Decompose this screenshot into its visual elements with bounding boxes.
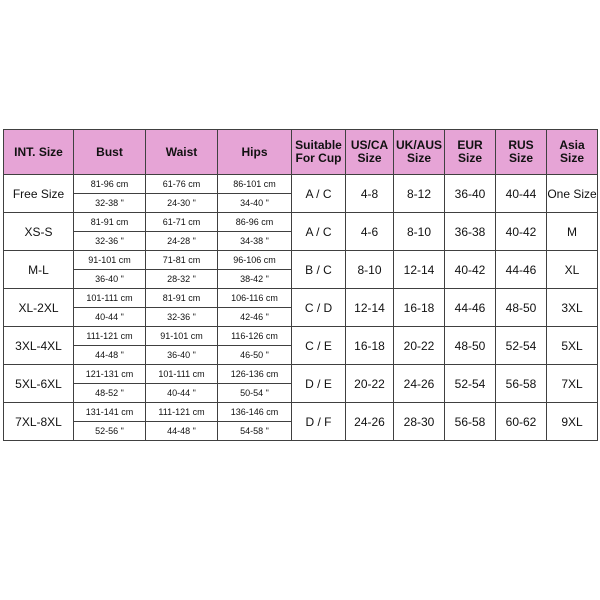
asia-size-cell: 3XL xyxy=(547,289,598,327)
eur-size-cell: 52-54 xyxy=(445,365,496,403)
rus-size-cell: 56-58 xyxy=(496,365,547,403)
table-row xyxy=(4,175,598,194)
hips-inch-cell: 54-58 " xyxy=(218,422,292,441)
header-waist: Waist xyxy=(146,130,218,175)
bust-inch-cell: 44-48 " xyxy=(74,346,146,365)
waist-cm-cell: 91-101 cm xyxy=(146,327,218,346)
asia-size-cell: 9XL xyxy=(547,403,598,441)
hips-cm-cell: 126-136 cm xyxy=(218,365,292,384)
usca-size-cell: 4-8 xyxy=(346,175,394,213)
asia-size-cell: 5XL xyxy=(547,327,598,365)
waist-cm-cell: 111-121 cm xyxy=(146,403,218,422)
hips-cm-cell: 136-146 cm xyxy=(218,403,292,422)
cup-cell: A / C xyxy=(292,213,346,251)
size-chart-table xyxy=(3,129,598,441)
rus-size-cell: 44-46 xyxy=(496,251,547,289)
int-size-cell: XS-S xyxy=(4,213,74,251)
table-row xyxy=(4,213,598,232)
header-int-size: INT. Size xyxy=(4,130,74,175)
rus-size-cell: 40-44 xyxy=(496,175,547,213)
waist-inch-cell: 40-44 " xyxy=(146,384,218,403)
bust-inch-cell: 32-38 " xyxy=(74,194,146,213)
asia-size-cell: One Size xyxy=(547,175,598,213)
usca-size-cell: 4-6 xyxy=(346,213,394,251)
header-rus-size: RUS Size xyxy=(496,130,547,175)
header-hips: Hips xyxy=(218,130,292,175)
eur-size-cell: 48-50 xyxy=(445,327,496,365)
cup-cell: A / C xyxy=(292,175,346,213)
header-eur-size: EUR Size xyxy=(445,130,496,175)
waist-cm-cell: 101-111 cm xyxy=(146,365,218,384)
bust-cm-cell: 121-131 cm xyxy=(74,365,146,384)
asia-size-cell: XL xyxy=(547,251,598,289)
hips-cm-cell: 116-126 cm xyxy=(218,327,292,346)
ukaus-size-cell: 8-10 xyxy=(394,213,445,251)
ukaus-size-cell: 28-30 xyxy=(394,403,445,441)
int-size-cell: 3XL-4XL xyxy=(4,327,74,365)
usca-size-cell: 24-26 xyxy=(346,403,394,441)
waist-cm-cell: 71-81 cm xyxy=(146,251,218,270)
bust-cm-cell: 81-91 cm xyxy=(74,213,146,232)
bust-inch-cell: 40-44 " xyxy=(74,308,146,327)
asia-size-cell: 7XL xyxy=(547,365,598,403)
int-size-cell: Free Size xyxy=(4,175,74,213)
ukaus-size-cell: 12-14 xyxy=(394,251,445,289)
eur-size-cell: 36-40 xyxy=(445,175,496,213)
waist-inch-cell: 24-28 " xyxy=(146,232,218,251)
table-row xyxy=(4,251,598,270)
hips-cm-cell: 96-106 cm xyxy=(218,251,292,270)
bust-inch-cell: 52-56 " xyxy=(74,422,146,441)
cup-cell: D / F xyxy=(292,403,346,441)
int-size-cell: 5XL-6XL xyxy=(4,365,74,403)
ukaus-size-cell: 16-18 xyxy=(394,289,445,327)
bust-cm-cell: 101-111 cm xyxy=(74,289,146,308)
usca-size-cell: 12-14 xyxy=(346,289,394,327)
usca-size-cell: 20-22 xyxy=(346,365,394,403)
hips-cm-cell: 106-116 cm xyxy=(218,289,292,308)
hips-cm-cell: 86-101 cm xyxy=(218,175,292,194)
waist-cm-cell: 61-71 cm xyxy=(146,213,218,232)
bust-inch-cell: 32-36 " xyxy=(74,232,146,251)
header-row xyxy=(4,130,598,175)
eur-size-cell: 56-58 xyxy=(445,403,496,441)
rus-size-cell: 52-54 xyxy=(496,327,547,365)
bust-cm-cell: 91-101 cm xyxy=(74,251,146,270)
size-chart-body xyxy=(4,175,598,441)
bust-cm-cell: 111-121 cm xyxy=(74,327,146,346)
hips-inch-cell: 38-42 " xyxy=(218,270,292,289)
bust-inch-cell: 36-40 " xyxy=(74,270,146,289)
hips-inch-cell: 34-38 " xyxy=(218,232,292,251)
size-chart-container xyxy=(3,129,598,441)
waist-inch-cell: 32-36 " xyxy=(146,308,218,327)
ukaus-size-cell: 20-22 xyxy=(394,327,445,365)
int-size-cell: XL-2XL xyxy=(4,289,74,327)
header-asia-size: Asia Size xyxy=(547,130,598,175)
waist-cm-cell: 61-76 cm xyxy=(146,175,218,194)
ukaus-size-cell: 24-26 xyxy=(394,365,445,403)
header-bust: Bust xyxy=(74,130,146,175)
table-row xyxy=(4,403,598,422)
eur-size-cell: 44-46 xyxy=(445,289,496,327)
cup-cell: B / C xyxy=(292,251,346,289)
usca-size-cell: 16-18 xyxy=(346,327,394,365)
eur-size-cell: 36-38 xyxy=(445,213,496,251)
int-size-cell: M-L xyxy=(4,251,74,289)
cup-cell: C / E xyxy=(292,327,346,365)
waist-inch-cell: 36-40 " xyxy=(146,346,218,365)
rus-size-cell: 40-42 xyxy=(496,213,547,251)
header-suitable-cup: Suitable For Cup xyxy=(292,130,346,175)
asia-size-cell: M xyxy=(547,213,598,251)
rus-size-cell: 48-50 xyxy=(496,289,547,327)
int-size-cell: 7XL-8XL xyxy=(4,403,74,441)
hips-inch-cell: 50-54 " xyxy=(218,384,292,403)
bust-cm-cell: 81-96 cm xyxy=(74,175,146,194)
waist-inch-cell: 28-32 " xyxy=(146,270,218,289)
rus-size-cell: 60-62 xyxy=(496,403,547,441)
waist-cm-cell: 81-91 cm xyxy=(146,289,218,308)
table-row xyxy=(4,365,598,384)
ukaus-size-cell: 8-12 xyxy=(394,175,445,213)
hips-inch-cell: 34-40 " xyxy=(218,194,292,213)
usca-size-cell: 8-10 xyxy=(346,251,394,289)
table-row xyxy=(4,327,598,346)
bust-cm-cell: 131-141 cm xyxy=(74,403,146,422)
hips-inch-cell: 42-46 " xyxy=(218,308,292,327)
waist-inch-cell: 24-30 " xyxy=(146,194,218,213)
hips-inch-cell: 46-50 " xyxy=(218,346,292,365)
header-usca-size: US/CA Size xyxy=(346,130,394,175)
cup-cell: C / D xyxy=(292,289,346,327)
cup-cell: D / E xyxy=(292,365,346,403)
table-row xyxy=(4,289,598,308)
header-ukaus-size: UK/AUS Size xyxy=(394,130,445,175)
hips-cm-cell: 86-96 cm xyxy=(218,213,292,232)
waist-inch-cell: 44-48 " xyxy=(146,422,218,441)
bust-inch-cell: 48-52 " xyxy=(74,384,146,403)
eur-size-cell: 40-42 xyxy=(445,251,496,289)
